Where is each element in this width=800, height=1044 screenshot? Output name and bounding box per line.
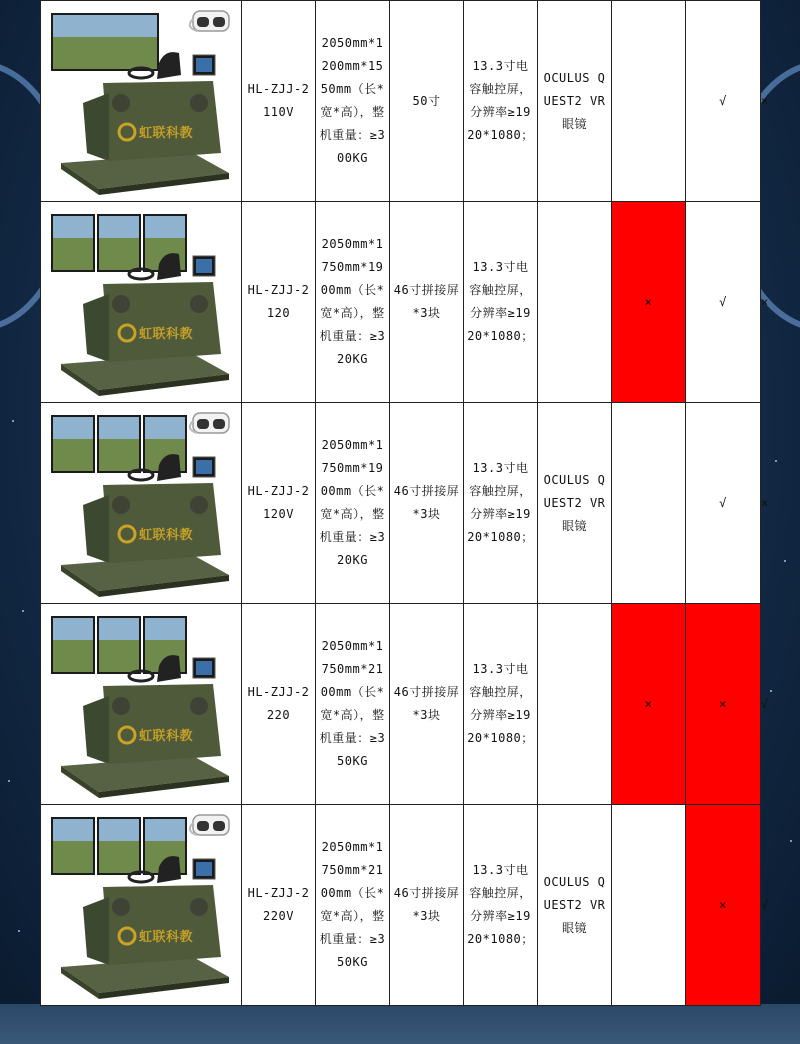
dimensions-text: 2050mm*1750mm*1900mm（长*宽*高），整机重量：≥320KG xyxy=(319,237,386,366)
table-body xyxy=(41,1,769,1006)
product-spec-table xyxy=(40,0,769,1006)
feature-mark: √ xyxy=(761,696,769,711)
simulator-screen xyxy=(51,214,95,272)
product-image-cell xyxy=(41,1,242,202)
dimensions-text: 2050mm*1750mm*2100mm（长*宽*高），整机重量：≥350KG xyxy=(319,840,386,969)
feature-cell-2 xyxy=(686,805,761,1006)
machine-body xyxy=(103,483,221,563)
model-cell xyxy=(242,1,316,202)
model-number: HL-ZJJ-2110V xyxy=(247,82,310,119)
steering-wheel-icon xyxy=(129,470,153,480)
feature-cell-2 xyxy=(686,202,761,403)
simulator-screen xyxy=(51,13,159,71)
simulator-icon xyxy=(43,3,239,199)
dimensions-cell xyxy=(316,1,390,202)
background-star xyxy=(8,780,10,782)
brand-logo: 虹联科教 xyxy=(139,729,194,744)
vr-cell xyxy=(538,604,612,805)
touch-screen-cell xyxy=(464,805,538,1006)
touch-screen-text: 13.3寸电容触控屏，分辨率≥1920*1080； xyxy=(467,59,534,142)
machine-illustration xyxy=(43,807,239,1003)
vr-cell xyxy=(538,202,612,403)
feature-mark: √ xyxy=(719,495,727,510)
brand-logo: 虹联科教 xyxy=(139,930,194,945)
touch-screen-cell xyxy=(464,1,538,202)
table-row xyxy=(41,604,761,805)
feature-mark: × xyxy=(761,294,769,309)
touch-screen-cell xyxy=(464,403,538,604)
display-cell xyxy=(390,403,464,604)
feature-cell-2 xyxy=(686,403,761,604)
simulator-screens xyxy=(51,13,159,71)
machine-body xyxy=(103,81,221,161)
display-cell xyxy=(390,805,464,1006)
machine-illustration xyxy=(43,606,239,802)
product-image-cell xyxy=(41,202,242,403)
feature-cell-2 xyxy=(686,1,761,202)
vr-headset-icon xyxy=(190,11,229,31)
background-star xyxy=(18,930,20,932)
dimensions-text: 2050mm*1750mm*2100mm（长*宽*高），整机重量：≥350KG xyxy=(319,639,386,768)
feature-cell-1 xyxy=(612,805,686,1006)
feature-mark: × xyxy=(644,294,653,309)
table-row xyxy=(41,202,761,403)
dimensions-cell xyxy=(316,202,390,403)
seat xyxy=(157,52,181,79)
vr-cell xyxy=(538,805,612,1006)
touch-screen-cell xyxy=(464,202,538,403)
display-text: 46寸拼接屏*3块 xyxy=(393,886,460,923)
simulator-icon xyxy=(43,405,239,601)
vr-text: OCULUS QUEST2 VR眼镜 xyxy=(543,472,606,533)
touch-screen-text: 13.3寸电容触控屏，分辨率≥1920*1080； xyxy=(467,863,534,946)
background-star xyxy=(784,560,786,562)
machine-illustration xyxy=(43,405,239,601)
feature-mark: × xyxy=(761,93,769,108)
product-image-cell xyxy=(41,805,242,1006)
display-text: 46寸拼接屏*3块 xyxy=(393,283,460,320)
vr-cell xyxy=(538,1,612,202)
background-star xyxy=(775,460,777,462)
table-row xyxy=(41,403,761,604)
feature-cell-1 xyxy=(612,403,686,604)
feature-mark: × xyxy=(761,495,769,510)
steering-wheel-icon xyxy=(129,872,153,882)
background-star xyxy=(790,840,792,842)
product-image-cell xyxy=(41,604,242,805)
touch-screen-text: 13.3寸电容触控屏，分辨率≥1920*1080； xyxy=(467,260,534,343)
dimensions-text: 2050mm*1750mm*1900mm（长*宽*高），整机重量：≥320KG xyxy=(319,438,386,567)
simulator-screen xyxy=(97,817,141,875)
simulator-screen xyxy=(51,817,95,875)
simulator-icon xyxy=(43,606,239,802)
machine-body xyxy=(103,282,221,362)
background-star xyxy=(12,420,14,422)
display-text: 46寸拼接屏*3块 xyxy=(393,685,460,722)
model-number: HL-ZJJ-2120V xyxy=(247,484,310,521)
machine-illustration xyxy=(43,3,239,199)
feature-mark: √ xyxy=(761,897,769,912)
feature-mark: √ xyxy=(719,294,727,309)
steering-wheel-icon xyxy=(129,671,153,681)
machine-body xyxy=(103,684,221,764)
display-cell xyxy=(390,1,464,202)
vr-headset-icon xyxy=(190,413,229,433)
background-star xyxy=(770,690,772,692)
simulator-screen xyxy=(51,616,95,674)
simulator-screen xyxy=(97,214,141,272)
feature-cell-2 xyxy=(686,604,761,805)
model-cell xyxy=(242,604,316,805)
feature-cell-1 xyxy=(612,202,686,403)
background-star xyxy=(22,610,24,612)
brand-logo: 虹联科教 xyxy=(139,528,194,543)
steering-wheel-icon xyxy=(129,269,153,279)
simulator-icon xyxy=(43,807,239,1003)
brand-logo: 虹联科教 xyxy=(139,126,194,141)
feature-mark: √ xyxy=(719,93,727,108)
model-number: HL-ZJJ-2220 xyxy=(247,685,310,722)
vr-headset-icon xyxy=(190,815,229,835)
simulator-screen xyxy=(51,415,95,473)
simulator-screen xyxy=(97,415,141,473)
table-row xyxy=(41,1,761,202)
machine-body xyxy=(103,885,221,965)
dimensions-text: 2050mm*1200mm*1550mm（长*宽*高），整机重量：≥300KG xyxy=(319,36,386,165)
dimensions-cell xyxy=(316,805,390,1006)
display-cell xyxy=(390,604,464,805)
display-text: 50寸 xyxy=(412,93,441,108)
machine-illustration xyxy=(43,204,239,400)
dimensions-cell xyxy=(316,403,390,604)
vr-text: OCULUS QUEST2 VR眼镜 xyxy=(543,874,606,935)
touch-screen-text: 13.3寸电容触控屏，分辨率≥1920*1080； xyxy=(467,461,534,544)
vr-cell xyxy=(538,403,612,604)
feature-mark: × xyxy=(719,696,727,711)
touch-screen-text: 13.3寸电容触控屏，分辨率≥1920*1080； xyxy=(467,662,534,745)
model-cell xyxy=(242,202,316,403)
dimensions-cell xyxy=(316,604,390,805)
display-cell xyxy=(390,202,464,403)
model-number: HL-ZJJ-2220V xyxy=(247,886,310,923)
simulator-icon xyxy=(43,204,239,400)
model-cell xyxy=(242,403,316,604)
table-row xyxy=(41,805,761,1006)
steering-wheel-icon xyxy=(129,68,153,78)
feature-cell-1 xyxy=(612,604,686,805)
brand-logo: 虹联科教 xyxy=(139,327,194,342)
bottom-band xyxy=(0,1004,800,1044)
touch-screen-cell xyxy=(464,604,538,805)
vr-text: OCULUS QUEST2 VR眼镜 xyxy=(543,70,606,131)
model-number: HL-ZJJ-2120 xyxy=(247,283,310,320)
simulator-screen xyxy=(97,616,141,674)
display-text: 46寸拼接屏*3块 xyxy=(393,484,460,521)
feature-mark: × xyxy=(644,696,653,711)
model-cell xyxy=(242,805,316,1006)
feature-cell-1 xyxy=(612,1,686,202)
product-image-cell xyxy=(41,403,242,604)
feature-mark: × xyxy=(719,897,727,912)
